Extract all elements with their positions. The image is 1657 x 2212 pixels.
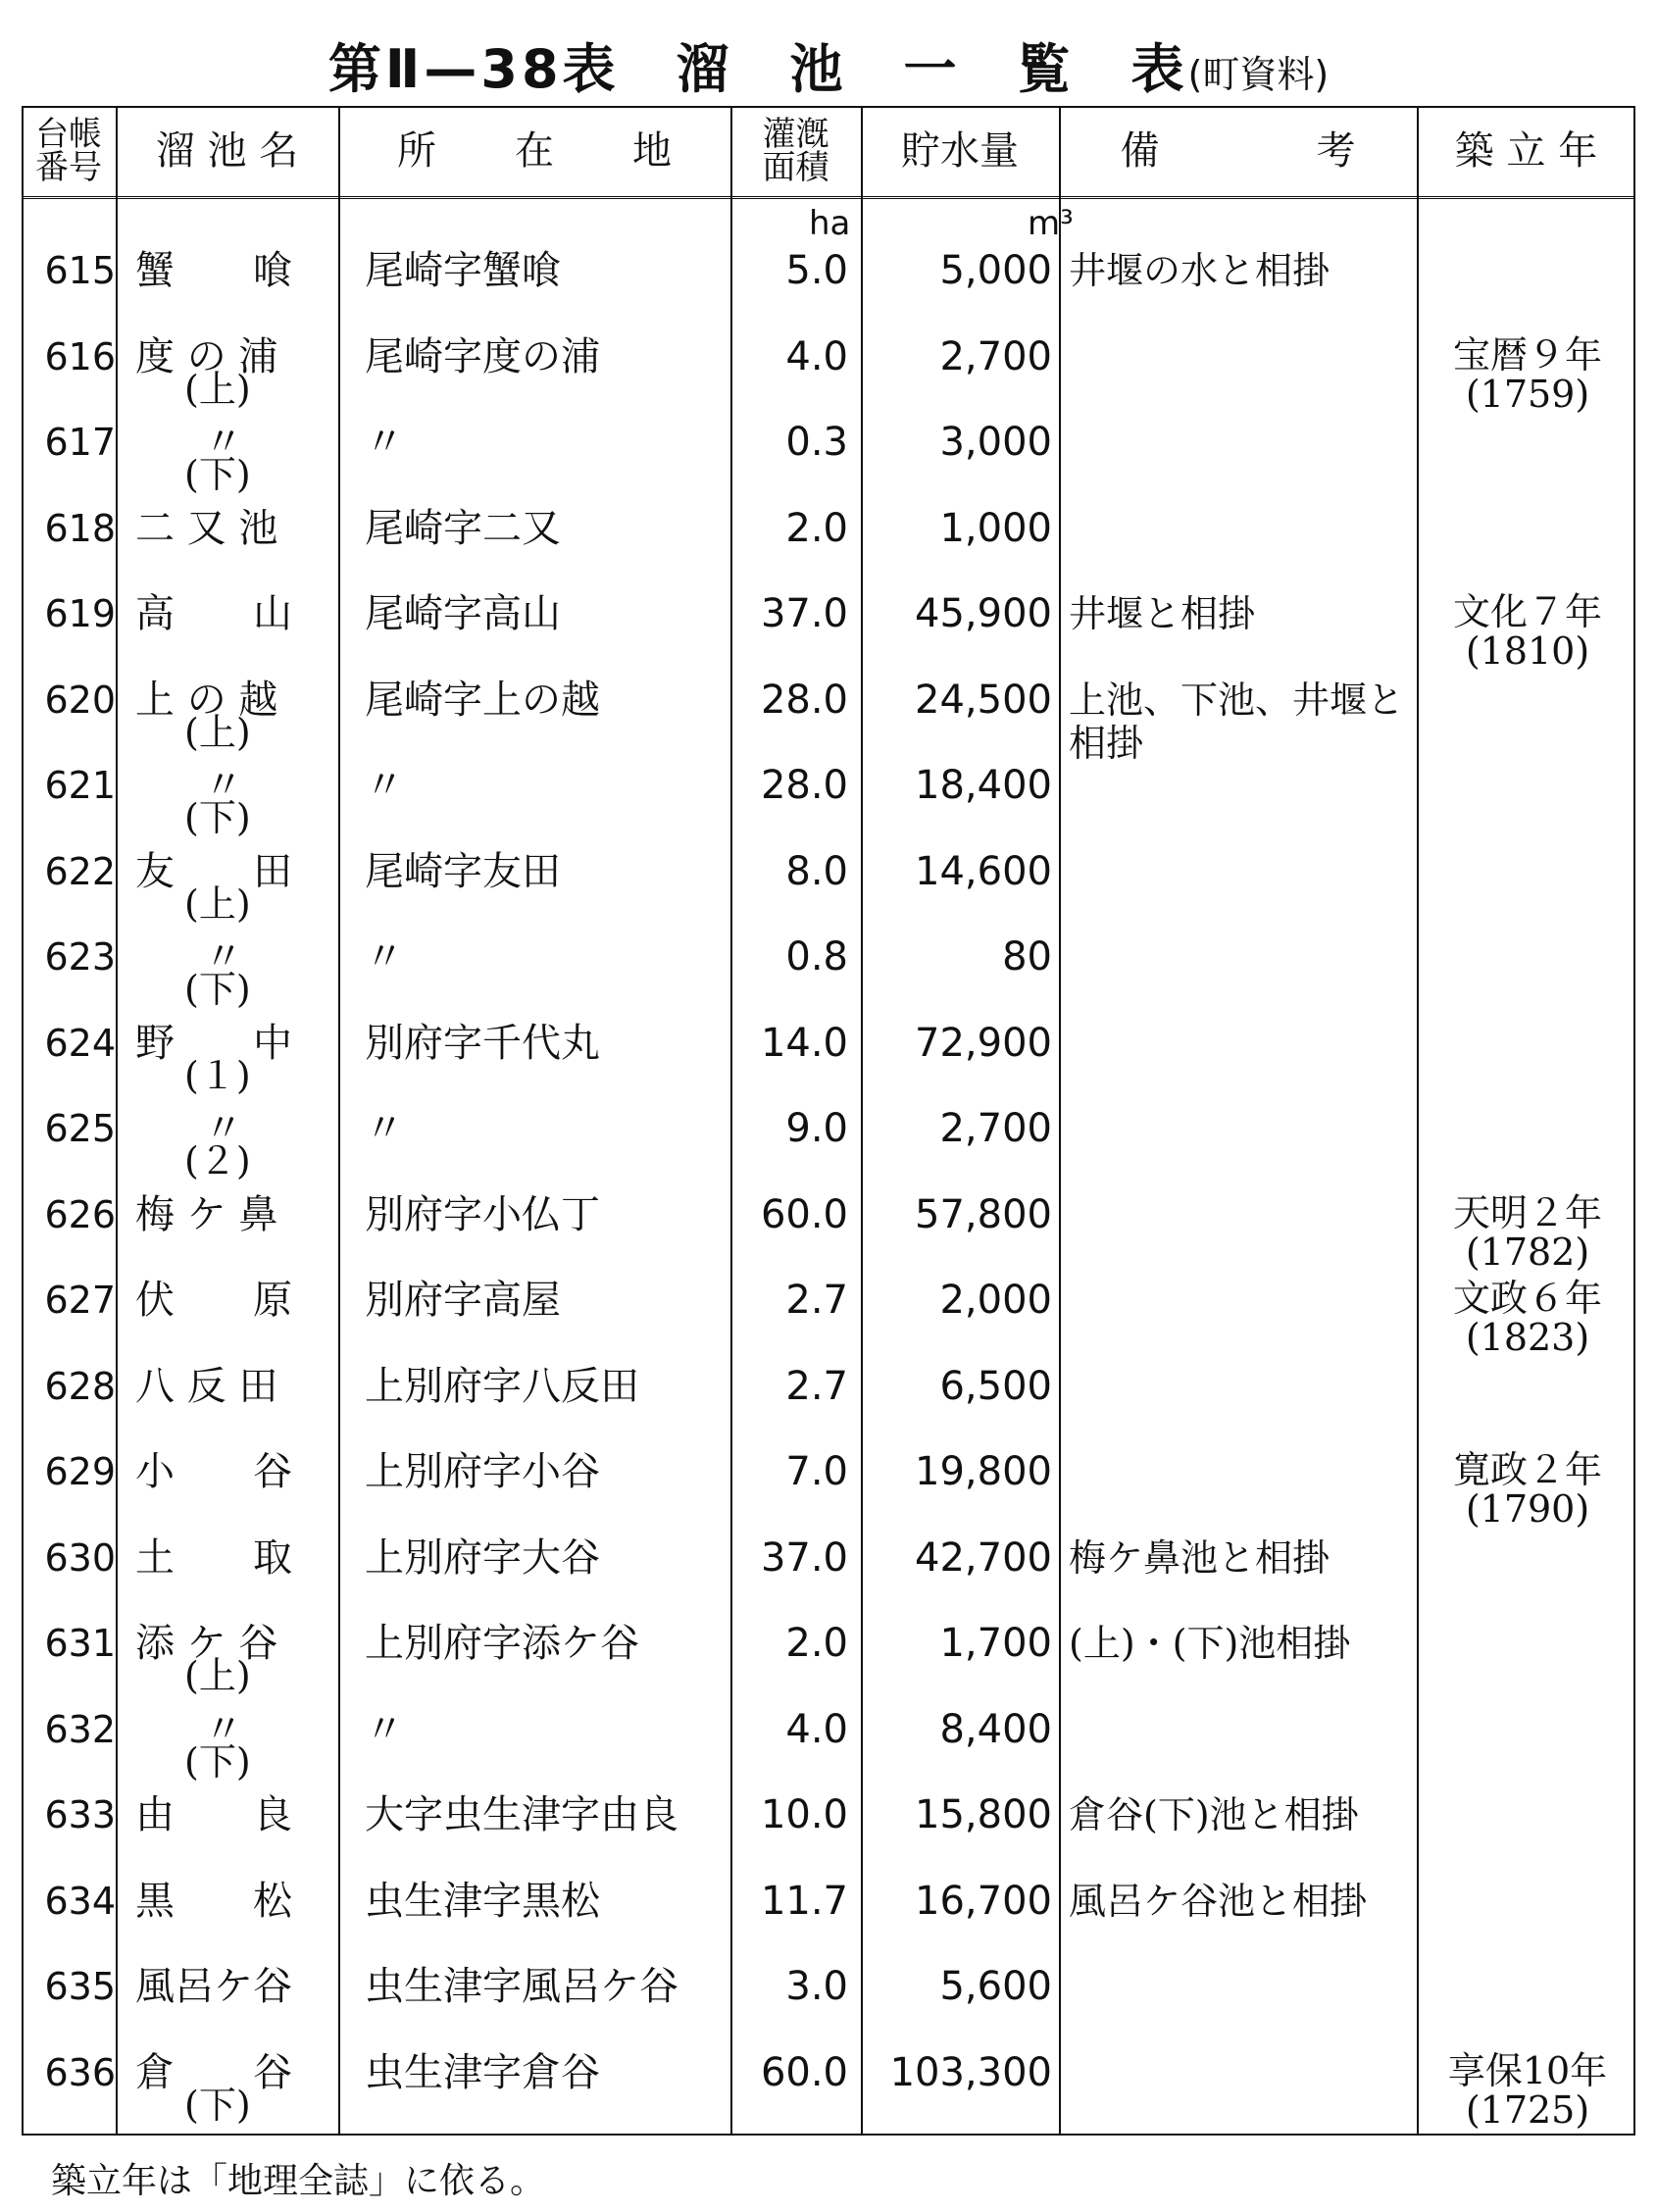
row-note [1069, 935, 1422, 994]
row-volume: 2,700 [939, 1106, 1052, 1151]
row-volume: 5,000 [939, 248, 1052, 293]
footer-note: 築立年は「地理全誌」に依る。 [51, 2161, 546, 2201]
row-name: 風呂ケ谷 [135, 1964, 292, 2009]
row-note [1069, 1193, 1422, 1252]
row-name-sub: (下) [184, 796, 251, 839]
row-id: 625 [44, 1107, 116, 1150]
row-year [1420, 679, 1635, 737]
row-area: 0.3 [785, 420, 848, 465]
row-name: 友 田 [135, 849, 292, 894]
row-name: 〃 [204, 1106, 243, 1151]
row-year: 寛政２年 (1790) [1452, 1448, 1602, 1531]
row-volume: 19,800 [915, 1449, 1052, 1494]
row-location: 虫生津字倉谷 [365, 2050, 600, 2095]
row-volume: 103,300 [889, 2050, 1052, 2095]
row-year [1420, 850, 1635, 909]
row-note: 梅ケ鼻池と相掛 [1069, 1536, 1331, 1580]
row-note [1069, 1107, 1422, 1166]
row-note [1069, 1279, 1422, 1337]
row-area: 9.0 [785, 1106, 848, 1151]
row-area: 5.0 [785, 248, 848, 293]
row-volume: 3,000 [939, 420, 1052, 465]
row-volume: 72,900 [915, 1021, 1052, 1066]
row-note: 井堰の水と相掛 [1069, 249, 1331, 292]
row-volume: 8,400 [939, 1707, 1052, 1752]
row-volume: 2,000 [939, 1278, 1052, 1323]
row-location: 〃 [365, 420, 404, 465]
header-id: 台帳 番号 [35, 115, 102, 187]
row-area: 14.0 [760, 1021, 848, 1066]
row-name: 梅 ケ 鼻 [135, 1192, 278, 1237]
row-area: 28.0 [760, 678, 848, 723]
row-year [1420, 1107, 1635, 1166]
row-location: 〃 [365, 934, 404, 980]
row-name-sub: (２) [184, 1139, 251, 1182]
row-location: 尾崎字上の越 [365, 678, 600, 723]
row-name: 〃 [204, 420, 243, 465]
row-area: 2.0 [785, 1621, 848, 1666]
row-area: 2.7 [785, 1364, 848, 1409]
row-name: 由 良 [135, 1792, 292, 1837]
row-name: 上 の 越 [135, 678, 278, 723]
row-note [1069, 1965, 1422, 2024]
row-area: 37.0 [760, 591, 848, 636]
row-id: 629 [44, 1450, 116, 1493]
row-id: 635 [44, 1965, 116, 2008]
row-volume: 80 [1002, 934, 1052, 980]
row-note: 倉谷(下)池と相掛 [1069, 1793, 1359, 1836]
row-id: 628 [44, 1365, 116, 1408]
row-name: 添 ケ 谷 [135, 1621, 278, 1666]
row-location: 尾崎字蟹喰 [365, 248, 561, 293]
row-id: 623 [44, 935, 116, 979]
row-note [1069, 764, 1422, 823]
row-year [1420, 1622, 1635, 1681]
column-divider [861, 106, 863, 2136]
row-id: 624 [44, 1022, 116, 1065]
row-id: 616 [44, 335, 116, 378]
row-volume: 24,500 [915, 678, 1052, 723]
row-volume: 42,700 [915, 1535, 1052, 1581]
row-area: 0.8 [785, 934, 848, 980]
row-id: 622 [44, 850, 116, 893]
row-note [1069, 850, 1422, 909]
row-id: 636 [44, 2051, 116, 2094]
header-volume: 貯水量 [901, 128, 1019, 174]
row-id: 619 [44, 592, 116, 635]
row-name-sub: (上) [184, 1654, 251, 1697]
row-area: 7.0 [785, 1449, 848, 1494]
row-volume: 6,500 [939, 1364, 1052, 1409]
row-location: 虫生津字風呂ケ谷 [365, 1964, 678, 2009]
row-area: 8.0 [785, 849, 848, 894]
row-volume: 5,600 [939, 1964, 1052, 2009]
row-location: 別府字千代丸 [365, 1021, 600, 1066]
row-location: 〃 [365, 1707, 404, 1752]
row-location: 尾崎字度の浦 [365, 334, 600, 379]
row-volume: 18,400 [915, 763, 1052, 808]
row-name-sub: (１) [184, 1054, 251, 1097]
unit-volume: m³ [1028, 204, 1074, 243]
row-id: 630 [44, 1536, 116, 1580]
row-location: 別府字小仏丁 [365, 1192, 600, 1237]
row-year [1420, 935, 1635, 994]
row-name-sub: (下) [184, 2084, 251, 2127]
row-name: 〃 [204, 763, 243, 808]
row-year [1420, 249, 1635, 308]
row-area: 4.0 [785, 334, 848, 379]
title-text: 第Ⅱ—38表 溜 池 一 覧 表 [327, 38, 1188, 100]
unit-area: ha [809, 204, 851, 243]
row-name-sub: (上) [184, 368, 251, 411]
row-id: 634 [44, 1880, 116, 1923]
row-location: 大字虫生津字由良 [365, 1792, 678, 1837]
row-name: 八 反 田 [135, 1364, 278, 1409]
row-note [1069, 421, 1422, 479]
row-note [1069, 1708, 1422, 1767]
row-year: 文化７年 (1810) [1452, 590, 1602, 673]
header-area: 灌漑 面積 [762, 115, 829, 187]
row-name: 伏 原 [135, 1278, 292, 1323]
header-name: 溜 池 名 [155, 128, 299, 174]
row-volume: 16,700 [915, 1879, 1052, 1924]
row-volume: 1,000 [939, 506, 1052, 551]
table-title [0, 27, 1657, 103]
row-year [1420, 1708, 1635, 1767]
title-source: (町資料) [1187, 53, 1330, 96]
column-divider [730, 106, 732, 2136]
row-area: 2.7 [785, 1278, 848, 1323]
row-id: 618 [44, 507, 116, 550]
row-year [1420, 507, 1635, 566]
row-note: (上)・(下)池相掛 [1069, 1622, 1351, 1665]
row-note [1069, 1022, 1422, 1081]
column-divider [1059, 106, 1061, 2136]
row-note [1069, 2051, 1422, 2110]
row-name: 土 取 [135, 1535, 292, 1581]
row-year [1420, 1365, 1635, 1424]
row-area: 60.0 [760, 1192, 848, 1237]
row-location: 〃 [365, 763, 404, 808]
row-volume: 57,800 [915, 1192, 1052, 1237]
row-area: 37.0 [760, 1535, 848, 1581]
row-note: 上池、下池、井堰と相掛 [1069, 679, 1405, 765]
row-id: 620 [44, 679, 116, 722]
row-name: 〃 [204, 1707, 243, 1752]
row-volume: 2,700 [939, 334, 1052, 379]
row-volume: 14,600 [915, 849, 1052, 894]
row-location: 虫生津字黒松 [365, 1879, 600, 1924]
row-name: 黒 松 [135, 1879, 292, 1924]
row-name-sub: (上) [184, 711, 251, 754]
row-note [1069, 1450, 1422, 1509]
row-location: 〃 [365, 1106, 404, 1151]
header-rule [22, 196, 1635, 199]
row-id: 617 [44, 421, 116, 464]
row-year: 宝暦９年 (1759) [1452, 333, 1602, 416]
row-area: 11.7 [760, 1879, 848, 1924]
row-name-sub: (下) [184, 1740, 251, 1784]
row-note [1069, 507, 1422, 566]
row-year [1420, 1880, 1635, 1938]
row-id: 631 [44, 1622, 116, 1665]
row-note [1069, 1365, 1422, 1424]
row-volume: 1,700 [939, 1621, 1052, 1666]
column-divider [116, 106, 118, 2136]
row-year [1420, 421, 1635, 479]
row-id: 615 [44, 249, 116, 292]
row-year [1420, 764, 1635, 823]
row-year [1420, 1022, 1635, 1081]
row-note: 井堰と相掛 [1069, 592, 1256, 635]
row-id: 627 [44, 1279, 116, 1322]
row-location: 別府字高屋 [365, 1278, 561, 1323]
column-divider [338, 106, 340, 2136]
row-name: 蟹 喰 [135, 248, 292, 293]
row-year: 文政６年 (1823) [1452, 1277, 1602, 1359]
row-name: 二 又 池 [135, 506, 278, 551]
row-name: 〃 [204, 934, 243, 980]
row-year [1420, 1536, 1635, 1595]
header-note: 備 考 [1120, 128, 1356, 174]
row-name: 倉 谷 [135, 2050, 292, 2095]
row-location: 上別府字小谷 [365, 1449, 600, 1494]
row-name-sub: (下) [184, 453, 251, 496]
row-year: 天明２年 (1782) [1452, 1191, 1602, 1274]
row-area: 2.0 [785, 506, 848, 551]
row-area: 3.0 [785, 1964, 848, 2009]
row-name-sub: (下) [184, 968, 251, 1011]
row-area: 28.0 [760, 763, 848, 808]
row-location: 上別府字八反田 [365, 1364, 639, 1409]
row-volume: 45,900 [915, 591, 1052, 636]
row-id: 633 [44, 1793, 116, 1836]
row-name: 高 山 [135, 591, 292, 636]
row-note [1069, 335, 1422, 394]
header-location: 所 在 地 [397, 128, 672, 174]
row-location: 尾崎字友田 [365, 849, 561, 894]
row-id: 626 [44, 1193, 116, 1236]
row-name: 小 谷 [135, 1449, 292, 1494]
row-year: 享保10年 (1725) [1447, 2049, 1608, 2132]
row-area: 4.0 [785, 1707, 848, 1752]
row-id: 632 [44, 1708, 116, 1751]
row-id: 621 [44, 764, 116, 807]
row-year [1420, 1793, 1635, 1852]
row-name: 度 の 浦 [135, 334, 278, 379]
row-name-sub: (上) [184, 882, 251, 926]
row-year [1420, 1965, 1635, 2024]
row-volume: 15,800 [915, 1792, 1052, 1837]
row-name: 野 中 [135, 1021, 292, 1066]
row-area: 10.0 [760, 1792, 848, 1837]
row-location: 尾崎字二又 [365, 506, 561, 551]
header-year: 築 立 年 [1454, 128, 1598, 174]
row-note: 風呂ケ谷池と相掛 [1069, 1880, 1368, 1923]
row-location: 上別府字添ケ谷 [365, 1621, 639, 1666]
row-location: 尾崎字高山 [365, 591, 561, 636]
row-location: 上別府字大谷 [365, 1535, 600, 1581]
row-area: 60.0 [760, 2050, 848, 2095]
